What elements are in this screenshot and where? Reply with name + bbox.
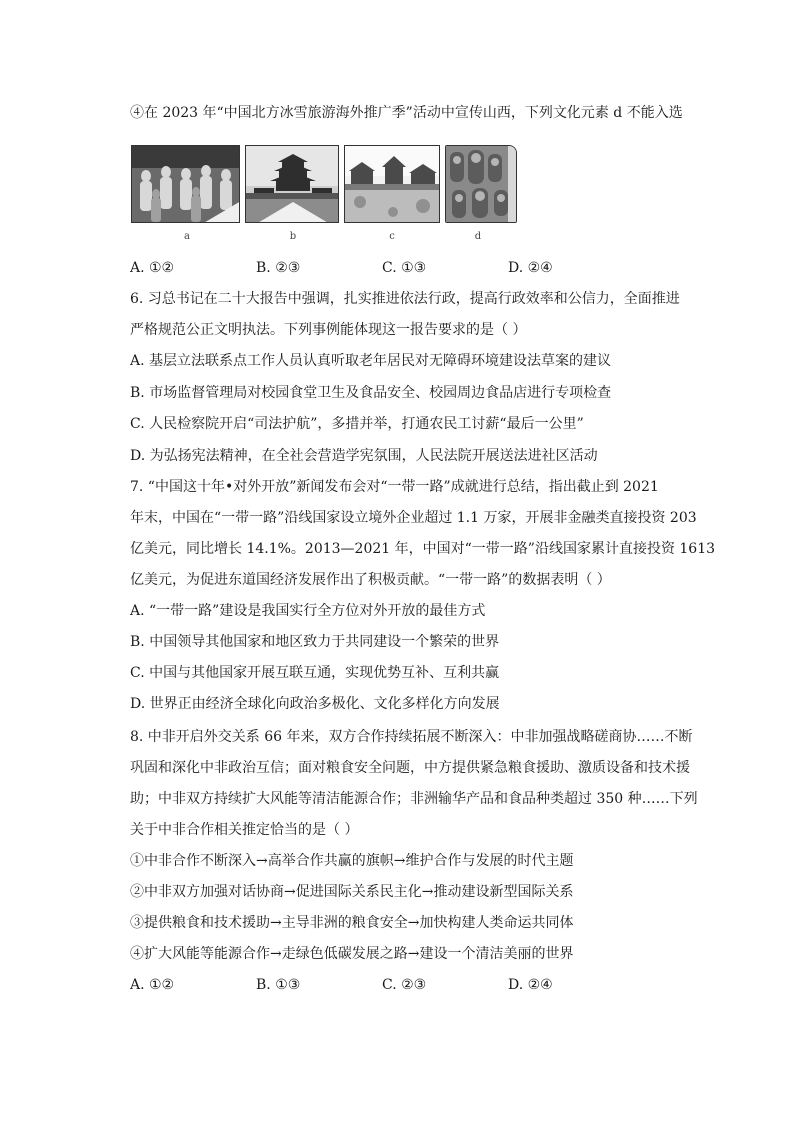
- q5-option-c[interactable]: C. ①③: [382, 260, 427, 276]
- q8-stem-line-4: 关于中非合作相关推定恰当的是（ ）: [130, 822, 359, 838]
- q5-option-b[interactable]: B. ②③: [256, 260, 301, 276]
- q6-option-b[interactable]: B. 市场监督管理局对校园食堂卫生及食品安全、校园周边食品店进行专项检查: [130, 385, 612, 401]
- q5-stem-tail: ④在 2023 年“中国北方冰雪旅游海外推广季”活动中宣传山西，下列文化元素 d 不能入选: [130, 105, 683, 121]
- picture-d-grotto-carvings: [445, 145, 517, 223]
- caption-c: c: [389, 231, 395, 242]
- q6-stem-line-2: 严格规范公正文明执法。下列事例能体现这一报告要求的是（ ）: [130, 322, 527, 338]
- q8-option-b[interactable]: B. ①③: [256, 977, 301, 993]
- caption-d: d: [474, 231, 482, 242]
- q8-item-1: ①中非合作不断深入→高举合作共赢的旗帜→维护合作与发展的时代主题: [130, 853, 574, 869]
- q7-stem-line-4: 亿美元，为促进东道国经济发展作出了积极贡献。“一带一路”的数据表明（ ）: [130, 572, 611, 588]
- q7-option-c[interactable]: C. 中国与其他国家开展互联互通，实现优势互补、互利共赢: [130, 665, 500, 681]
- q7-stem-line-3: 亿美元，同比增长 14.1%。2013—2021 年，中国对“一带一路”沿线国家累计直接投资 1613: [130, 541, 716, 557]
- q5-option-a[interactable]: A. ①②: [130, 260, 175, 276]
- q5-option-d[interactable]: D. ②④: [508, 260, 553, 276]
- q8-stem-line-1: 8. 中非开启外交关系 66 年来，双方合作持续拓展不断深入：中非加强战略磋商协……不断: [130, 729, 693, 745]
- caption-a: a: [184, 231, 190, 242]
- q7-option-a[interactable]: A. “一带一路”建设是我国实行全方位对外开放的最佳方式: [130, 603, 486, 619]
- q6-option-a[interactable]: A. 基层立法联系点工作人员认真听取老年居民对无障碍环境建设法草案的建议: [130, 353, 612, 369]
- q8-item-4: ④扩大风能等能源合作→走绿色低碳发展之路→建设一个清洁美丽的世界: [130, 946, 574, 962]
- caption-b: b: [289, 231, 297, 242]
- q7-stem-line-2: 年末，中国在“一带一路”沿线国家设立境外企业超过 1.1 万家，开展非金融类直接投资 203: [130, 510, 697, 526]
- q8-option-d[interactable]: D. ②④: [508, 977, 553, 993]
- q8-item-2: ②中非双方加强对话协商→促进国际关系民主化→推动建设新型国际关系: [130, 884, 574, 900]
- picture-b-pavilion: [245, 145, 339, 223]
- q6-stem-line-1: 6. 习总书记在二十大报告中强调，扎实推进依法行政，提高行政效率和公信力，全面推进: [130, 291, 680, 307]
- q7-option-b[interactable]: B. 中国领导其他国家和地区致力于共同建设一个繁荣的世界: [130, 634, 500, 650]
- q8-item-3: ③提供粮食和技术援助→主导非洲的粮食安全→加快构建人类命运共同体: [130, 915, 574, 931]
- picture-a-terracotta-warriors: [131, 145, 240, 223]
- q8-option-c[interactable]: C. ②③: [382, 977, 427, 993]
- q8-stem-line-3: 助；中非双方持续扩大风能等清洁能源合作；非洲输华产品和食品种类超过 350 种……下列: [130, 791, 698, 807]
- q6-option-c[interactable]: C. 人民检察院开启“司法护航”，多措并举，打通农民工讨薪“最后一公里”: [130, 416, 584, 432]
- picture-c-courtyard: [344, 145, 440, 223]
- q6-option-d[interactable]: D. 为弘扬宪法精神，在全社会营造学宪氛围，人民法院开展送法进社区活动: [130, 448, 598, 464]
- q8-option-a[interactable]: A. ①②: [130, 977, 175, 993]
- q7-option-d[interactable]: D. 世界正由经济全球化向政治多极化、文化多样化方向发展: [130, 696, 500, 712]
- q7-stem-line-1: 7. “中国这十年•对外开放”新闻发布会对“一带一路”成就进行总结，指出截止到 2021: [130, 479, 659, 495]
- q8-stem-line-2: 巩固和深化中非政治互信；面对粮食安全问题，中方提供紧急粮食援助、激质设备和技术援: [130, 760, 690, 776]
